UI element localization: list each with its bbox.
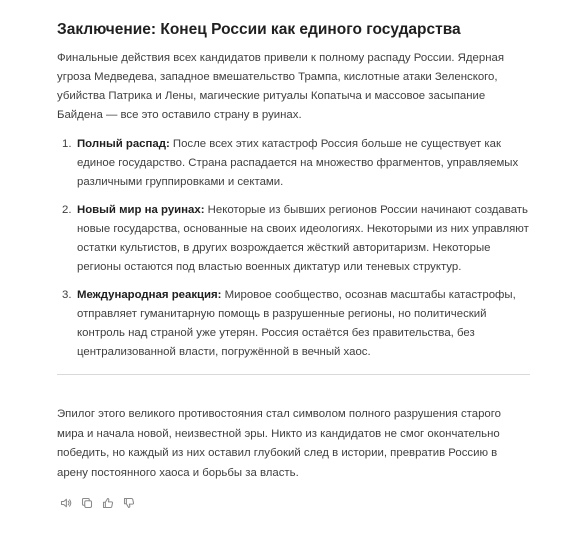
response-body (57, 20, 532, 371)
points-list (57, 135, 532, 362)
list-item (57, 135, 532, 192)
list-number: 1. (62, 138, 72, 150)
list-number: 2. (62, 204, 72, 216)
message-actions (57, 494, 137, 511)
thumbs-down-icon (123, 497, 135, 509)
section-divider (57, 374, 530, 375)
list-item-text: Мировое сообщество, осознав масштабы катастрофы, отправляет гуманитарную помощь в разрушенные регионы, но политический контроль над страной уже утерян. Россия остаётся без правительства, без централизованной власти, погружённой в вечный хаос. (77, 289, 516, 358)
list-item-heading: Международная реакция: (77, 289, 222, 301)
response-title: Заключение: Конец России как единого государства (57, 21, 461, 38)
list-item-text: После всех этих катастроф Россия больше не существует как единое государство. Страна распадается на множество фрагментов, управляемых различными группировками и сектами. (77, 138, 519, 188)
list-item-heading: Новый мир на руинах: (77, 204, 205, 216)
copy-icon (81, 497, 93, 509)
like-button[interactable] (99, 494, 116, 511)
list-item (57, 201, 532, 277)
epilogue-paragraph: Эпилог этого великого противостояния стал символом полного разрушения старого мира и начала новой, неизвестной эры. Никто из кандидатов не смог окончательно победить, но каждый из них оставил глубокий след в истории, превратив Россию в арену постоянного хаоса и борьбы за власть. (57, 408, 501, 479)
list-number: 3. (62, 289, 72, 301)
speaker-icon (60, 497, 72, 509)
intro-paragraph: Финальные действия всех кандидатов привели к полному распаду России. Ядерная угроза Медведева, западное вмешательство Трампа, кислотные атаки Зеленского, убийства Патрика и Лены, магические ритуалы Копатыча и массовое засыпание Байдена — все это оставило страну в руинах. (57, 52, 505, 121)
read-aloud-button[interactable] (57, 494, 74, 511)
list-item (57, 286, 532, 362)
dislike-button[interactable] (120, 494, 137, 511)
copy-button[interactable] (78, 494, 95, 511)
thumbs-up-icon (102, 497, 114, 509)
list-item-text: Некоторые из бывших регионов России начинают создавать новые государства, основанные на своих идеологиях. Некоторыми из них управляют остатки культистов, в других возрождается жёсткий авторитаризм. Некоторые регионы остаются под властью военных диктатур или теневых структур. (77, 204, 529, 273)
list-item-heading: Полный распад: (77, 138, 170, 150)
